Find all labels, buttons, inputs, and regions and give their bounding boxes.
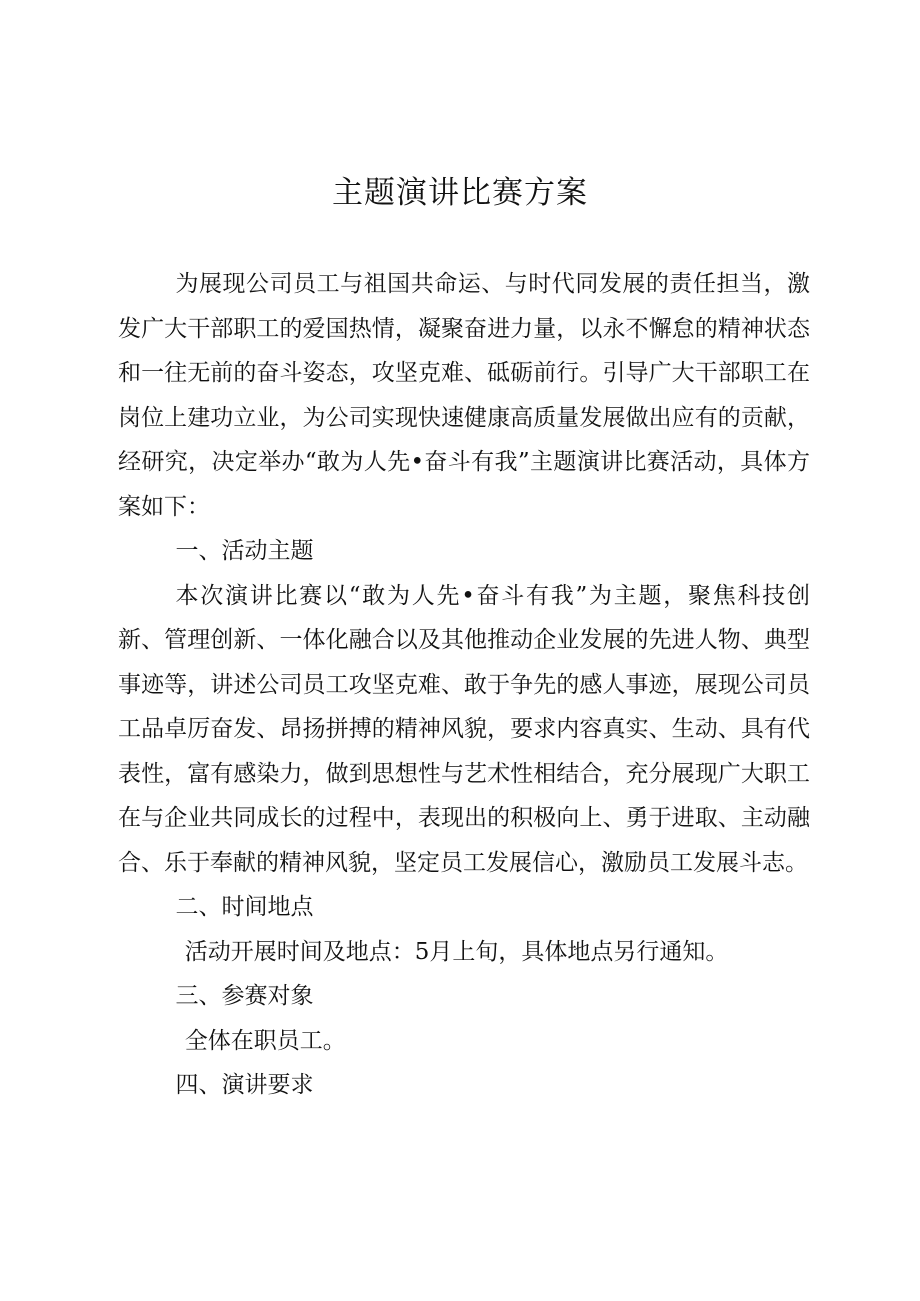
section-heading-requirements: 四、演讲要求 bbox=[175, 1072, 314, 1098]
section-heading-participants: 三、参赛对象 bbox=[175, 983, 314, 1009]
section-content-theme: 本次演讲比赛以“敢为人先•奋斗有我”为主题，聚焦科技创新、管理创新、一体化融合以及其他推动企业发展的先进人物、典型事迹等，讲述公司员工攻坚克难、敢于争先的感人事迹，展现公司员工品卓厉奋发、昂扬拼搏的精神风貌，要求内容真实、生动、具有代表性，富有感染力，做到思想性与艺术性相结合，充分展现广大职工在与企业共同成长的过程中，表现出的积极向上、勇于进取、主动融合、乐于奉献的精神风貌，坚定员工发展信心，激励员工发展斗志。 bbox=[118, 582, 810, 876]
section-content-time-place: 活动开展时间及地点：5月上旬，具体地点另行通知。 bbox=[184, 938, 729, 965]
intro-paragraph: 为展现公司员工与祖国共命运、与时代同发展的责任担当，激发广大干部职工的爱国热情，凝聚奋进力量，以永不懈怠的精神状态和一往无前的奋斗姿态，攻坚克难、砥砺前行。引导广大干部职工在岗位上建功立业，为公司实现快速健康高质量发展做出应有的贡献，经研究，决定举办“敢为人先•奋斗有我”主题演讲比赛活动，具体方案如下： bbox=[118, 271, 810, 520]
document-title: 主题演讲比赛方案 bbox=[332, 175, 588, 211]
section-heading-time-place: 二、时间地点 bbox=[175, 894, 314, 920]
document-body bbox=[118, 262, 810, 1108]
section-content-participants: 全体在职员工。 bbox=[184, 1027, 346, 1054]
section-heading-theme: 一、活动主题 bbox=[175, 538, 314, 564]
